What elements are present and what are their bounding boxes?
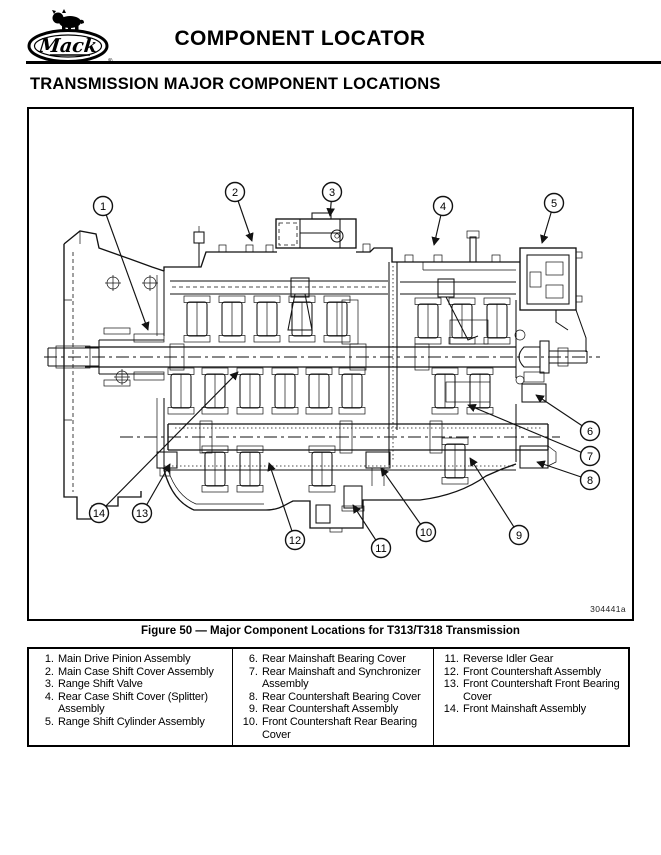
gears-lower <box>202 438 468 492</box>
svg-text:9: 9 <box>515 529 523 542</box>
legend-item <box>237 666 431 691</box>
legend-item-number: 5. <box>44 715 54 728</box>
svg-text:5: 5 <box>550 197 558 210</box>
legend-column <box>434 649 628 745</box>
callout-2 <box>226 183 253 242</box>
legend-item <box>237 691 431 704</box>
callout-6 <box>536 395 600 441</box>
legend-item <box>438 678 626 703</box>
drawing-number: 304441a <box>590 604 626 614</box>
legend-item <box>33 691 230 716</box>
legend-item-number: 1. <box>44 653 54 665</box>
legend-item-number: 13. <box>443 678 459 691</box>
mack-logo-graphic <box>24 4 116 66</box>
callout-5 <box>542 194 564 244</box>
legend-item-label: Range Shift Cylinder Assembly <box>58 715 205 728</box>
legend-item-number: 11. <box>444 653 459 665</box>
callout-10 <box>381 468 436 542</box>
svg-text:13: 13 <box>135 507 149 520</box>
legend-item-number: 4. <box>44 690 54 703</box>
legend-item <box>438 666 626 679</box>
section-title: TRANSMISSION MAJOR COMPONENT LOCATIONS <box>30 75 441 93</box>
svg-text:2: 2 <box>231 186 239 199</box>
case-divider <box>389 262 397 465</box>
legend-item-label: Front Countershaft Rear Bearing Cover <box>262 715 417 741</box>
legend-item <box>33 666 230 679</box>
callout-12 <box>269 463 305 550</box>
legend-item-number: 3. <box>44 678 54 691</box>
callout-11 <box>353 505 391 558</box>
page-title: COMPONENT LOCATOR <box>174 27 426 50</box>
legend-item-label: Front Countershaft Assembly <box>463 665 601 678</box>
legend-item <box>237 653 431 666</box>
legend-column <box>29 649 233 745</box>
svg-text:10: 10 <box>419 526 433 539</box>
legend-item-number: 10. <box>242 715 258 728</box>
svg-text:8: 8 <box>586 474 594 487</box>
legend-item-label: Main Drive Pinion Assembly <box>58 653 191 665</box>
legend-item-label: Rear Countershaft Assembly <box>262 703 399 716</box>
gears-middle <box>168 368 493 414</box>
legend-table <box>27 647 630 747</box>
callout-3 <box>323 183 342 217</box>
legend-item-label: Reverse Idler Gear <box>463 653 554 665</box>
legend-item <box>33 653 230 666</box>
svg-text:11: 11 <box>375 542 387 555</box>
bulldog-icon <box>52 9 84 31</box>
clutch-housing <box>64 231 164 519</box>
callout-14 <box>90 372 239 523</box>
header-divider <box>26 61 661 64</box>
legend-column <box>233 649 434 745</box>
transmission-diagram <box>29 109 632 619</box>
legend-item-label: Rear Case Shift Cover (Splitter) Assembly <box>58 690 208 716</box>
callout-4 <box>434 197 453 246</box>
legend-item-number: 2. <box>44 665 54 678</box>
svg-text:6: 6 <box>586 425 594 438</box>
legend-item-label: Front Mainshaft Assembly <box>463 703 586 716</box>
svg-text:14: 14 <box>92 507 106 520</box>
legend-item-label: Rear Mainshaft Bearing Cover <box>262 653 406 665</box>
legend-item-label: Front Countershaft Front Bearing Cover <box>463 678 620 703</box>
legend-item-number: 6. <box>248 653 258 665</box>
legend-item-number: 7. <box>248 665 258 678</box>
mack-logo <box>24 4 116 66</box>
svg-text:12: 12 <box>288 534 302 547</box>
legend-item <box>438 653 626 666</box>
svg-text:4: 4 <box>439 200 447 213</box>
svg-text:3: 3 <box>328 186 336 199</box>
legend-item-number: 12. <box>443 665 459 678</box>
legend-item-label: Range Shift Valve <box>58 678 143 691</box>
svg-text:7: 7 <box>586 450 594 463</box>
oil-pan <box>164 464 516 532</box>
legend-item-number: 14. <box>443 703 459 716</box>
logo-text: Mack <box>37 35 99 57</box>
callout-9 <box>470 458 529 545</box>
figure-caption: Figure 50 — Major Component Locations for T313/T318 Transmission <box>141 625 520 637</box>
legend-item <box>33 678 230 691</box>
legend-item-label: Main Case Shift Cover Assembly <box>58 665 214 678</box>
svg-text:1: 1 <box>99 200 107 213</box>
legend-item <box>438 703 626 716</box>
legend-item <box>33 716 230 729</box>
legend-item <box>237 716 431 741</box>
countershaft <box>120 421 560 486</box>
legend-item-label: Rear Mainshaft and Synchronizer Assembly <box>262 665 421 691</box>
legend-item-number: 9. <box>248 703 258 716</box>
legend-item <box>237 703 431 716</box>
legend-item-label: Rear Countershaft Bearing Cover <box>262 690 421 703</box>
synchronizer-blocks <box>342 300 490 402</box>
main-case-top <box>164 213 520 271</box>
legend-item-number: 8. <box>248 690 258 703</box>
figure-frame <box>27 107 634 621</box>
